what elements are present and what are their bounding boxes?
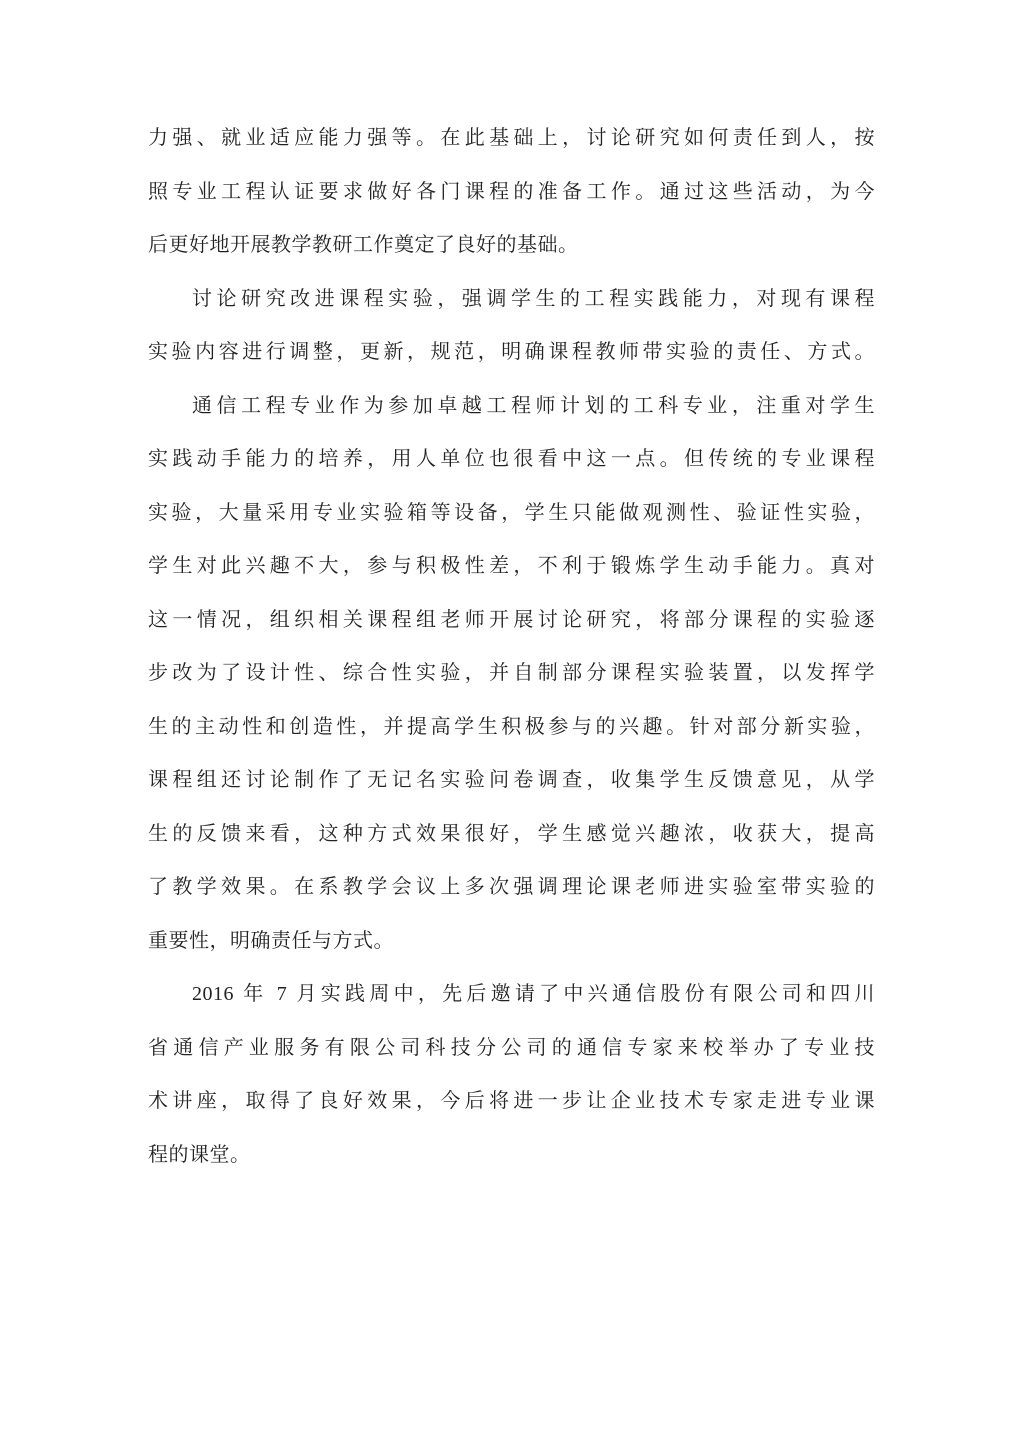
- text-line: 实践动手能力的培养，用人单位也很看中这一点。但传统的专业课程: [148, 448, 875, 470]
- document-body: [148, 112, 875, 1182]
- text-line: 实验，大量采用专业实验箱等设备，学生只能做观测性、验证性实验，: [148, 501, 875, 524]
- text-line: 这一情况，组织相关课程组老师开展讨论研究，将部分课程的实验逐: [148, 608, 875, 631]
- text-line: 省通信产业服务有限公司科技分公司的通信专家来校举办了专业技: [148, 1036, 875, 1059]
- text-line: 力强、就业适应能力强等。在此基础上，讨论研究如何责任到人，按: [148, 127, 875, 149]
- text-line: 生的反馈来看，这种方式效果很好，学生感觉兴趣浓，收获大，提高: [148, 822, 875, 845]
- text-line: 后更好地开展教学教研工作奠定了良好的基础。: [148, 234, 579, 256]
- text-line: 术讲座，取得了良好效果，今后将进一步让企业技术专家走进专业课: [148, 1090, 875, 1112]
- text-line: 步改为了设计性、综合性实验，并自制部分课程实验装置，以发挥学: [148, 662, 875, 684]
- text-line: 通信工程专业作为参加卓越工程师计划的工科专业，注重对学生: [192, 394, 875, 417]
- text-line: 程的课堂。: [148, 1143, 251, 1166]
- text-line: 照专业工程认证要求做好各门课程的准备工作。通过这些活动，为今: [148, 180, 875, 203]
- text-line: 重要性，明确责任与方式。: [148, 929, 394, 952]
- text-line: 生的主动性和创造性，并提高学生积极参与的兴趣。针对部分新实验，: [148, 715, 875, 738]
- text-line: 了教学效果。在系教学会议上多次强调理论课老师进实验室带实验的: [148, 876, 875, 898]
- text-line: 实验内容进行调整，更新，规范，明确课程教师带实验的责任、方式。: [148, 341, 875, 363]
- text-line: 学生对此兴趣不大，参与积极性差，不利于锻炼学生动手能力。真对: [148, 555, 875, 577]
- text-line: 讨论研究改进课程实验，强调学生的工程实践能力，对现有课程: [192, 287, 875, 310]
- text-line: 课程组还讨论制作了无记名实验问卷调查，收集学生反馈意见，从学: [148, 769, 875, 791]
- text-line: 2016 年 7 月实践周中，先后邀请了中兴通信股份有限公司和四川: [192, 983, 875, 1005]
